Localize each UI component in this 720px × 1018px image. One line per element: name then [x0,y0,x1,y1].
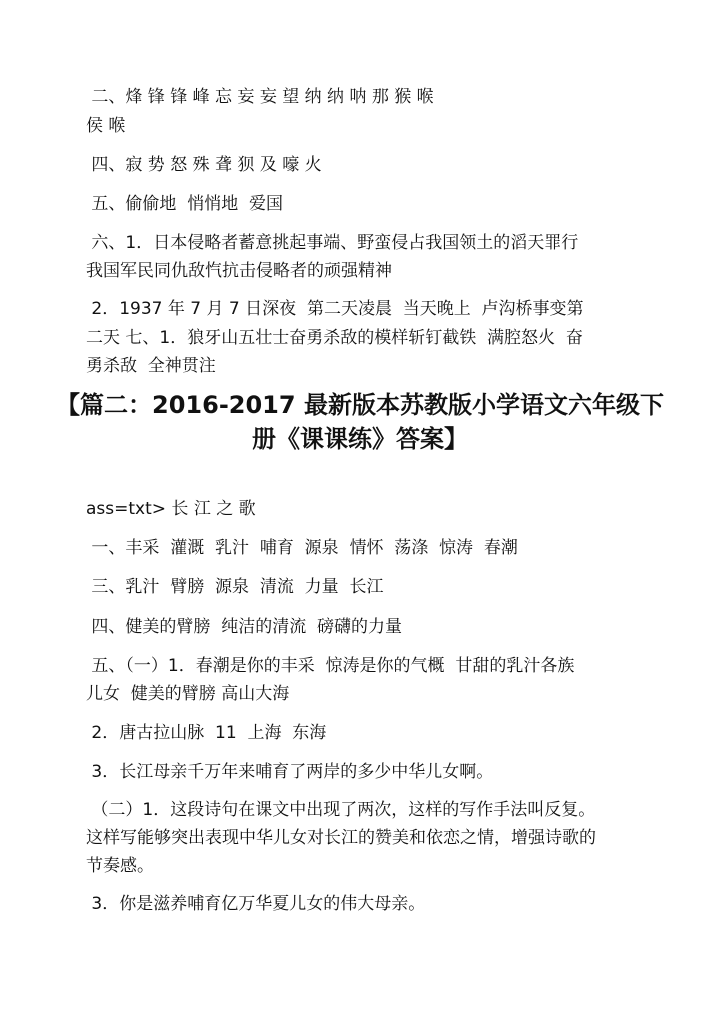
answer-line-3b: 3．你是滋养哺育亿万华夏儿女的伟大母亲。 [86,894,426,914]
section-heading-line2 [0,424,720,454]
answer-line-liu-cont: 我国军民同仇敌忾抗击侵略者的顽强精神 [86,261,392,281]
answer-line-liu: 六、1．日本侵略者蓄意挑起事端、野蛮侵占我国领土的滔天罪行 [86,233,579,253]
answer-line-er-2-cont2: 节奏感。 [86,856,154,876]
answer-line-er-2-cont: 这样写能够突出表现中华儿女对长江的赞美和依恋之情，增强诗歌的 [86,828,596,848]
answer-line-er: 二、烽 锋 锋 峰 忘 妄 妄 望 纳 纳 呐 那 猴 喉 [86,87,434,107]
section-heading-text: 【篇二：2016-2017 最新版本苏教版小学语文六年级下 [56,391,664,419]
answer-line-wu-2: 五、（一）1．春潮是你的丰采 惊涛是你的气概 甘甜的乳汁各族 [86,656,575,676]
section-heading-text-cont: 册《课课练》答案】 [252,425,468,453]
answer-line-san: 三、乳汁 臂膀 源泉 清流 力量 长江 [86,577,384,597]
section-heading-line1 [0,390,720,420]
answer-line-yi: 一、丰采 灌溉 乳汁 哺育 源泉 情怀 荡涤 惊涛 春潮 [86,538,518,558]
answer-line-er-cont: 侯 喉 [86,116,126,136]
answer-line-2b: 2．唐古拉山脉 11 上海 东海 [86,723,327,743]
answer-line-er-2: （二）1．这段诗句在课文中出现了两次，这样的写作手法叫反复。 [86,800,596,820]
answer-line-2-cont: 二天 七、1．狼牙山五壮士奋勇杀敌的模样斩钉截铁 满腔怒火 奋 [86,328,583,348]
answer-line-3: 3．长江母亲千万年来哺育了两岸的多少中华儿女啊。 [86,762,494,782]
answer-line-wu-2-cont: 儿女 健美的臂膀 高山大海 [86,684,290,704]
answer-line-2-cont2: 勇杀敌 全神贯注 [86,356,216,376]
answer-line-si: 四、寂 势 怒 殊 聋 狈 及 嚎 火 [86,155,322,175]
answer-line-si-2: 四、健美的臂膀 纯洁的清流 磅礴的力量 [86,617,403,637]
lesson-title-line: ass=txt> 长 江 之 歌 [86,499,256,519]
answer-line-2: 2．1937 年 7 月 7 日深夜 第二天凌晨 当天晚上 卢沟桥事变第 [86,299,584,319]
answer-line-wu: 五、偷偷地 悄悄地 爱国 [86,194,284,214]
